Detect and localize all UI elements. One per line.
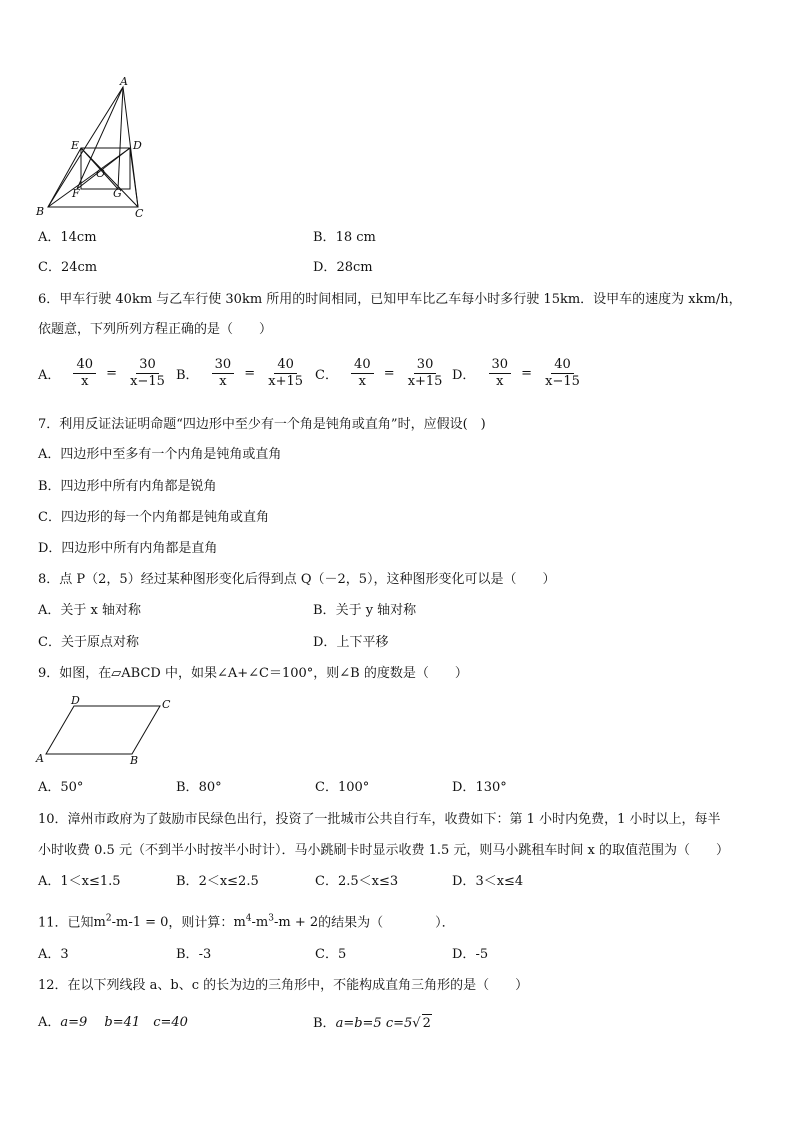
q7-stem: 7．利用反证法证明命题“四边形中至少有一个角是钝角或直角”时，应假设( )	[38, 417, 486, 432]
label-E: E	[71, 139, 80, 152]
option-text: 50°	[60, 780, 84, 795]
q6-stem-line1: 6．甲车行驶 40km 与乙车行使 30km 所用的时间相同，已知甲车比乙车每小时多行驶 15km．设甲车的速度为 xkm/h，	[38, 292, 742, 307]
option-label: B．	[176, 874, 199, 889]
option-text: 1＜x≤1.5	[60, 874, 121, 889]
option-text: 2＜x≤2.5	[198, 874, 259, 889]
option-label: B．	[313, 230, 336, 245]
option-text: 关于原点对称	[60, 635, 139, 650]
option-label: D．	[313, 260, 337, 275]
q7-option-d[interactable]: D．四边形中所有内角都是直角	[38, 541, 218, 556]
q11-expression: $m^4-m^3-m + 2$	[233, 914, 319, 931]
right-fraction: $\frac{40}{x+15}$	[268, 357, 304, 389]
option-label: A．	[38, 603, 61, 618]
q11-option-d[interactable]	[452, 946, 488, 964]
q6-option-a[interactable]	[38, 357, 170, 390]
q9-stem: 9．如图，在▱ABCD 中，如果∠A+∠C＝100°，则∠B 的度数是（ ）	[38, 666, 468, 681]
option-label: C．	[38, 635, 61, 650]
option-label: B．	[313, 1016, 336, 1031]
sqrt-symbol: √	[412, 1016, 421, 1031]
option-label: B．	[176, 947, 199, 962]
option-label: D．	[452, 780, 476, 795]
option-label: D．	[313, 635, 337, 650]
option-text: 18 cm	[335, 230, 376, 245]
q12-option-b[interactable]	[313, 1014, 432, 1033]
q9-option-c[interactable]	[315, 779, 369, 797]
q12-option-a[interactable]	[38, 1014, 188, 1032]
option-text: 130°	[475, 780, 507, 795]
q9-parallelogram-figure	[32, 694, 182, 766]
label-B: B	[36, 205, 45, 218]
q9-option-a[interactable]	[38, 779, 83, 797]
q9-option-d[interactable]	[452, 779, 507, 797]
option-text: 3	[60, 947, 69, 962]
option-label: A．	[38, 368, 61, 383]
option-label: C．	[38, 260, 61, 275]
q7-option-a[interactable]: A．四边形中至多有一个内角是钝角或直角	[38, 447, 282, 462]
q7-option-c[interactable]: C．四边形的每一个内角都是钝角或直角	[38, 510, 269, 525]
option-label: B．	[176, 368, 199, 383]
option-text: a=b=5 c=5	[335, 1016, 413, 1031]
q6-option-c[interactable]	[315, 357, 447, 390]
label-O: O	[96, 167, 106, 180]
left-fraction: $\frac{30}{x}$	[212, 357, 235, 390]
label-C: C	[135, 207, 144, 220]
q11-stem-part1: 11．已知	[38, 915, 94, 931]
q6-stem-line2: 依题意，下列所列方程正确的是（ ）	[38, 322, 273, 337]
q5-triangle-figure	[30, 75, 160, 220]
q5-option-c[interactable]	[38, 259, 97, 277]
option-text: a=9 b=41 c=40	[60, 1015, 188, 1030]
option-text: 3＜x≤4	[475, 874, 524, 889]
right-fraction: $\frac{30}{x-15}$	[130, 357, 165, 389]
q11-stem	[38, 910, 455, 932]
q9-option-b[interactable]	[176, 779, 222, 797]
option-label: C．	[315, 368, 338, 383]
option-label: B．	[313, 603, 336, 618]
q8-option-d[interactable]	[313, 634, 388, 652]
option-label: A．	[38, 230, 61, 245]
equals-sign: =	[383, 366, 395, 381]
option-label: D．	[452, 947, 476, 962]
q10-option-a[interactable]	[38, 873, 121, 891]
option-text: 关于 y 轴对称	[335, 603, 417, 618]
q8-stem: 8．点 P（2，5）经过某种图形变化后得到点 Q（－2，5），这种图形变化可以是（ ）	[38, 572, 556, 587]
q8-option-a[interactable]	[38, 602, 141, 620]
option-label: A．	[38, 780, 61, 795]
q10-option-b[interactable]	[176, 873, 259, 891]
q10-option-c[interactable]	[315, 873, 398, 891]
option-text: 100°	[337, 780, 370, 795]
left-fraction: $\frac{40}{x}$	[351, 357, 374, 390]
option-text: 28cm	[336, 260, 373, 275]
q5-option-d[interactable]	[313, 259, 373, 277]
option-text: 5	[337, 947, 347, 962]
option-text: 关于 x 轴对称	[60, 603, 141, 618]
option-label: B．	[176, 780, 199, 795]
label-A: A	[36, 752, 44, 765]
q11-option-a[interactable]	[38, 946, 69, 964]
label-F: F	[72, 187, 80, 200]
q6-option-d[interactable]	[452, 357, 585, 390]
label-C: C	[162, 698, 171, 711]
equals-sign: =	[521, 366, 533, 381]
q11-equation: $m^2-m-1 = 0$	[93, 914, 169, 931]
q11-option-c[interactable]	[315, 946, 346, 964]
equals-sign: =	[244, 366, 256, 381]
option-label: C．	[315, 874, 338, 889]
right-fraction: $\frac{30}{x+15}$	[407, 357, 443, 389]
label-A: A	[120, 75, 128, 88]
equals-sign: =	[106, 366, 118, 381]
option-text: 24cm	[60, 260, 98, 275]
q7-option-b[interactable]: B．四边形中所有内角都是锐角	[38, 479, 217, 494]
label-B: B	[130, 754, 139, 766]
option-label: D．	[452, 874, 476, 889]
q11-stem-part2: ，则计算：	[168, 915, 234, 931]
option-text: -3	[198, 947, 212, 962]
option-label: A．	[38, 874, 61, 889]
label-G: G	[113, 187, 122, 200]
q5-option-a[interactable]	[38, 229, 97, 247]
option-label: D．	[452, 368, 476, 383]
option-text: 2.5＜x≤3	[337, 874, 399, 889]
q11-option-b[interactable]	[176, 946, 211, 964]
option-label: C．	[315, 947, 338, 962]
option-label: C．	[315, 780, 338, 795]
option-text: -5	[475, 947, 489, 962]
q10-stem-line1: 10．漳州市政府为了鼓励市民绿色出行，投资了一批城市公共自行车，收费如下：第 1 小时内免费，1 小时以上，每半	[38, 812, 721, 827]
option-label: A．	[38, 1015, 61, 1030]
right-fraction: $\frac{40}{x-15}$	[545, 357, 580, 389]
option-label: A．	[38, 947, 61, 962]
q8-option-c[interactable]	[38, 634, 139, 652]
left-fraction: $\frac{40}{x}$	[73, 357, 96, 390]
option-text: 上下平移	[336, 635, 389, 650]
sqrt-radicand: 2	[422, 1016, 431, 1031]
option-text: 14cm	[60, 230, 97, 245]
label-D: D	[71, 694, 80, 707]
q10-stem-line2: 小时收费 0.5 元（不到半小时按半小时计）．马小跳刷卡时显示收费 1.5 元，则马小跳租车时间 x 的取值范围为（ ）	[38, 843, 729, 858]
option-text: 80°	[198, 780, 222, 795]
left-fraction: $\frac{30}{x}$	[489, 357, 512, 390]
q12-stem: 12．在以下列线段 a、b、c 的长为边的三角形中，不能构成直角三角形的是（ ）	[38, 978, 529, 993]
label-D: D	[133, 139, 142, 152]
q10-option-d[interactable]	[452, 873, 523, 891]
q5-option-b[interactable]	[313, 229, 376, 247]
q11-stem-part3: 的结果为（ ）．	[318, 915, 455, 931]
q8-option-b[interactable]	[313, 602, 416, 620]
q6-option-b[interactable]	[176, 357, 308, 390]
